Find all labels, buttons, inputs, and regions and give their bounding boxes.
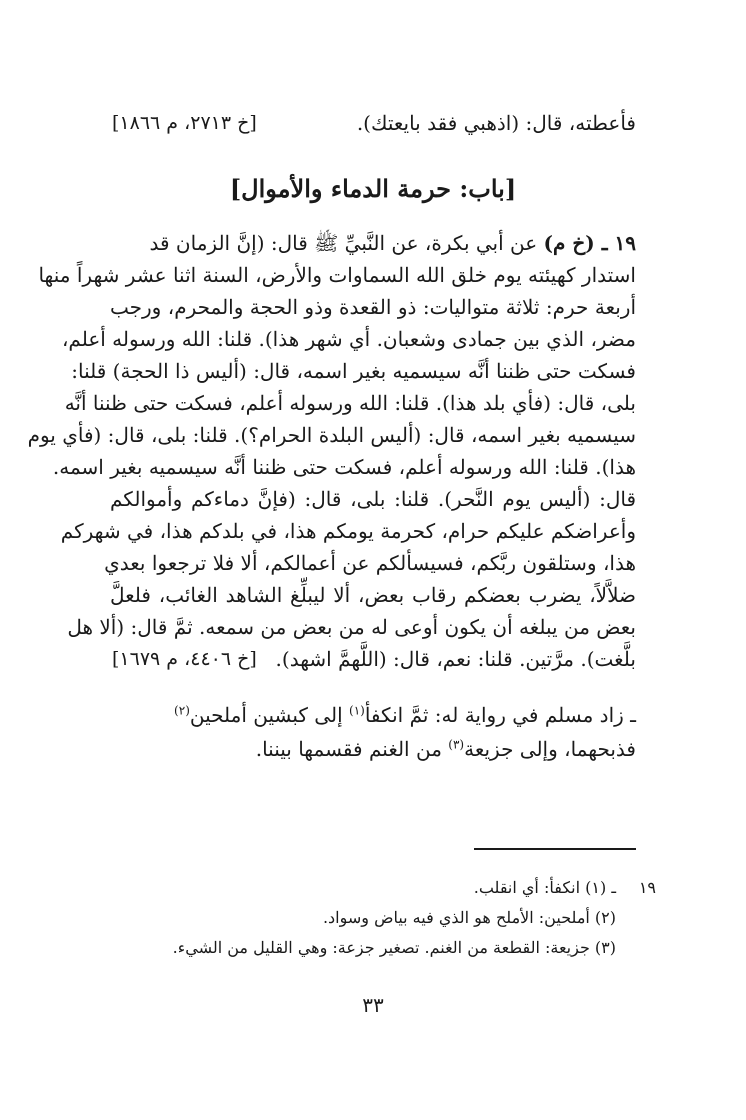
hadith-line: قال: (أليس يوم النَّحر). قلنا: بلى، قال: (فإنَّ دماءكم وأموالكم: [110, 487, 637, 511]
ziyada-line-2: [256, 734, 636, 764]
hadith-line: ضلاَّلاً، يضرب بعضكم رقاب بعض، ألا ليبلِّغ الشاهد الغائب، فلعلَّ: [110, 583, 636, 607]
ziyada-text: من الغنم فقسمها بيننا.: [255, 737, 449, 761]
hadith-first-line: [110, 228, 636, 258]
hadith-line: بعض من يبلغه أن يكون أوعى له من بعض من سمعه. ثمَّ قال: (ألا هل: [67, 615, 636, 639]
footnote-item: (٢) أملحين: الأملح هو الذي فيه بياض وسواد.: [322, 908, 616, 927]
top-reference: [خ ٢٧١٣، م ١٨٦٦]: [112, 112, 257, 134]
footnote-item: ـ (١) انكفأ: أي انقلب.: [473, 878, 616, 897]
hadith-line: هذا، وستلقون ربَّكم، فسيسألكم عن أعمالكم، ألا فلا ترجعوا بعدي: [104, 551, 636, 575]
footnote-marker: (٣): [448, 737, 465, 752]
footnote-hadith-number: ١٩: [638, 878, 656, 897]
chapter-heading: [باب: حرمة الدماء والأموال]: [229, 174, 517, 203]
hadith-line: مضر، الذي بين جمادى وشعبان. أي شهر هذا). قلنا: الله ورسوله أعلم،: [61, 327, 636, 351]
hadith-line: أربعة حرم: ثلاثة متواليات: ذو القعدة وذو الحجة والمحرم، ورجب: [110, 295, 636, 319]
footnote-marker: (٢): [174, 703, 190, 718]
top-text: فأعطته، قال: (اذهبي فقد بايعتك).: [356, 111, 636, 135]
hadith-reference: [خ ٤٤٠٦، م ١٦٧٩]: [112, 648, 257, 670]
hadith-last-line: بلَّغت). مرَّتين. قلنا: نعم، قال: (اللَّهمَّ اشهد).: [275, 647, 636, 671]
ziyada-text: إلى كبشين أملحين: [189, 703, 349, 727]
footnote-item: (٣) جزيعة: القطعة من الغنم. تصغير جزعة: وهي القليل من الشيء.: [172, 938, 616, 957]
hadith-number: ١٩ ـ (خ م): [543, 231, 636, 255]
hadith-line: وأعراضكم عليكم حرام، كحرمة يومكم هذا، في بلدكم هذا، في شهركم: [60, 519, 636, 543]
footnote-marker: (١): [349, 703, 365, 718]
hadith-line: سيسميه بغير اسمه، قال: (أليس البلدة الحرام؟). قلنا: بلى، قال: (فأي يوم: [27, 423, 636, 447]
ziyada-text: ـ زاد مسلم في رواية له: ثمَّ انكفأ: [364, 703, 636, 727]
hadith-line: عن أبي بكرة، عن النَّبيِّ ﷺ قال: (إنَّ الزمان قد: [149, 231, 538, 255]
hadith-line: بلى، قال: (فأي بلد هذا). قلنا: الله ورسوله أعلم، فسكت حتى ظننا أنَّه: [64, 391, 636, 415]
footnote-separator: [474, 848, 636, 850]
hadith-line: استدار كهيئته يوم خلق الله السماوات والأرض، السنة اثنا عشر شهراً منها: [38, 263, 636, 287]
ziyada-line-1: [174, 700, 636, 730]
hadith-line: فسكت حتى ظننا أنَّه سيسميه بغير اسمه، قال: (أليس ذا الحجة) قلنا:: [71, 359, 636, 383]
hadith-line: هذا). قلنا: الله ورسوله أعلم، فسكت حتى ظننا أنَّه سيسميه بغير اسمه.: [52, 455, 636, 479]
ziyada-text: فذبحهما، وإلى جزيعة: [464, 737, 636, 761]
page-number: ٣٣: [362, 993, 384, 1017]
